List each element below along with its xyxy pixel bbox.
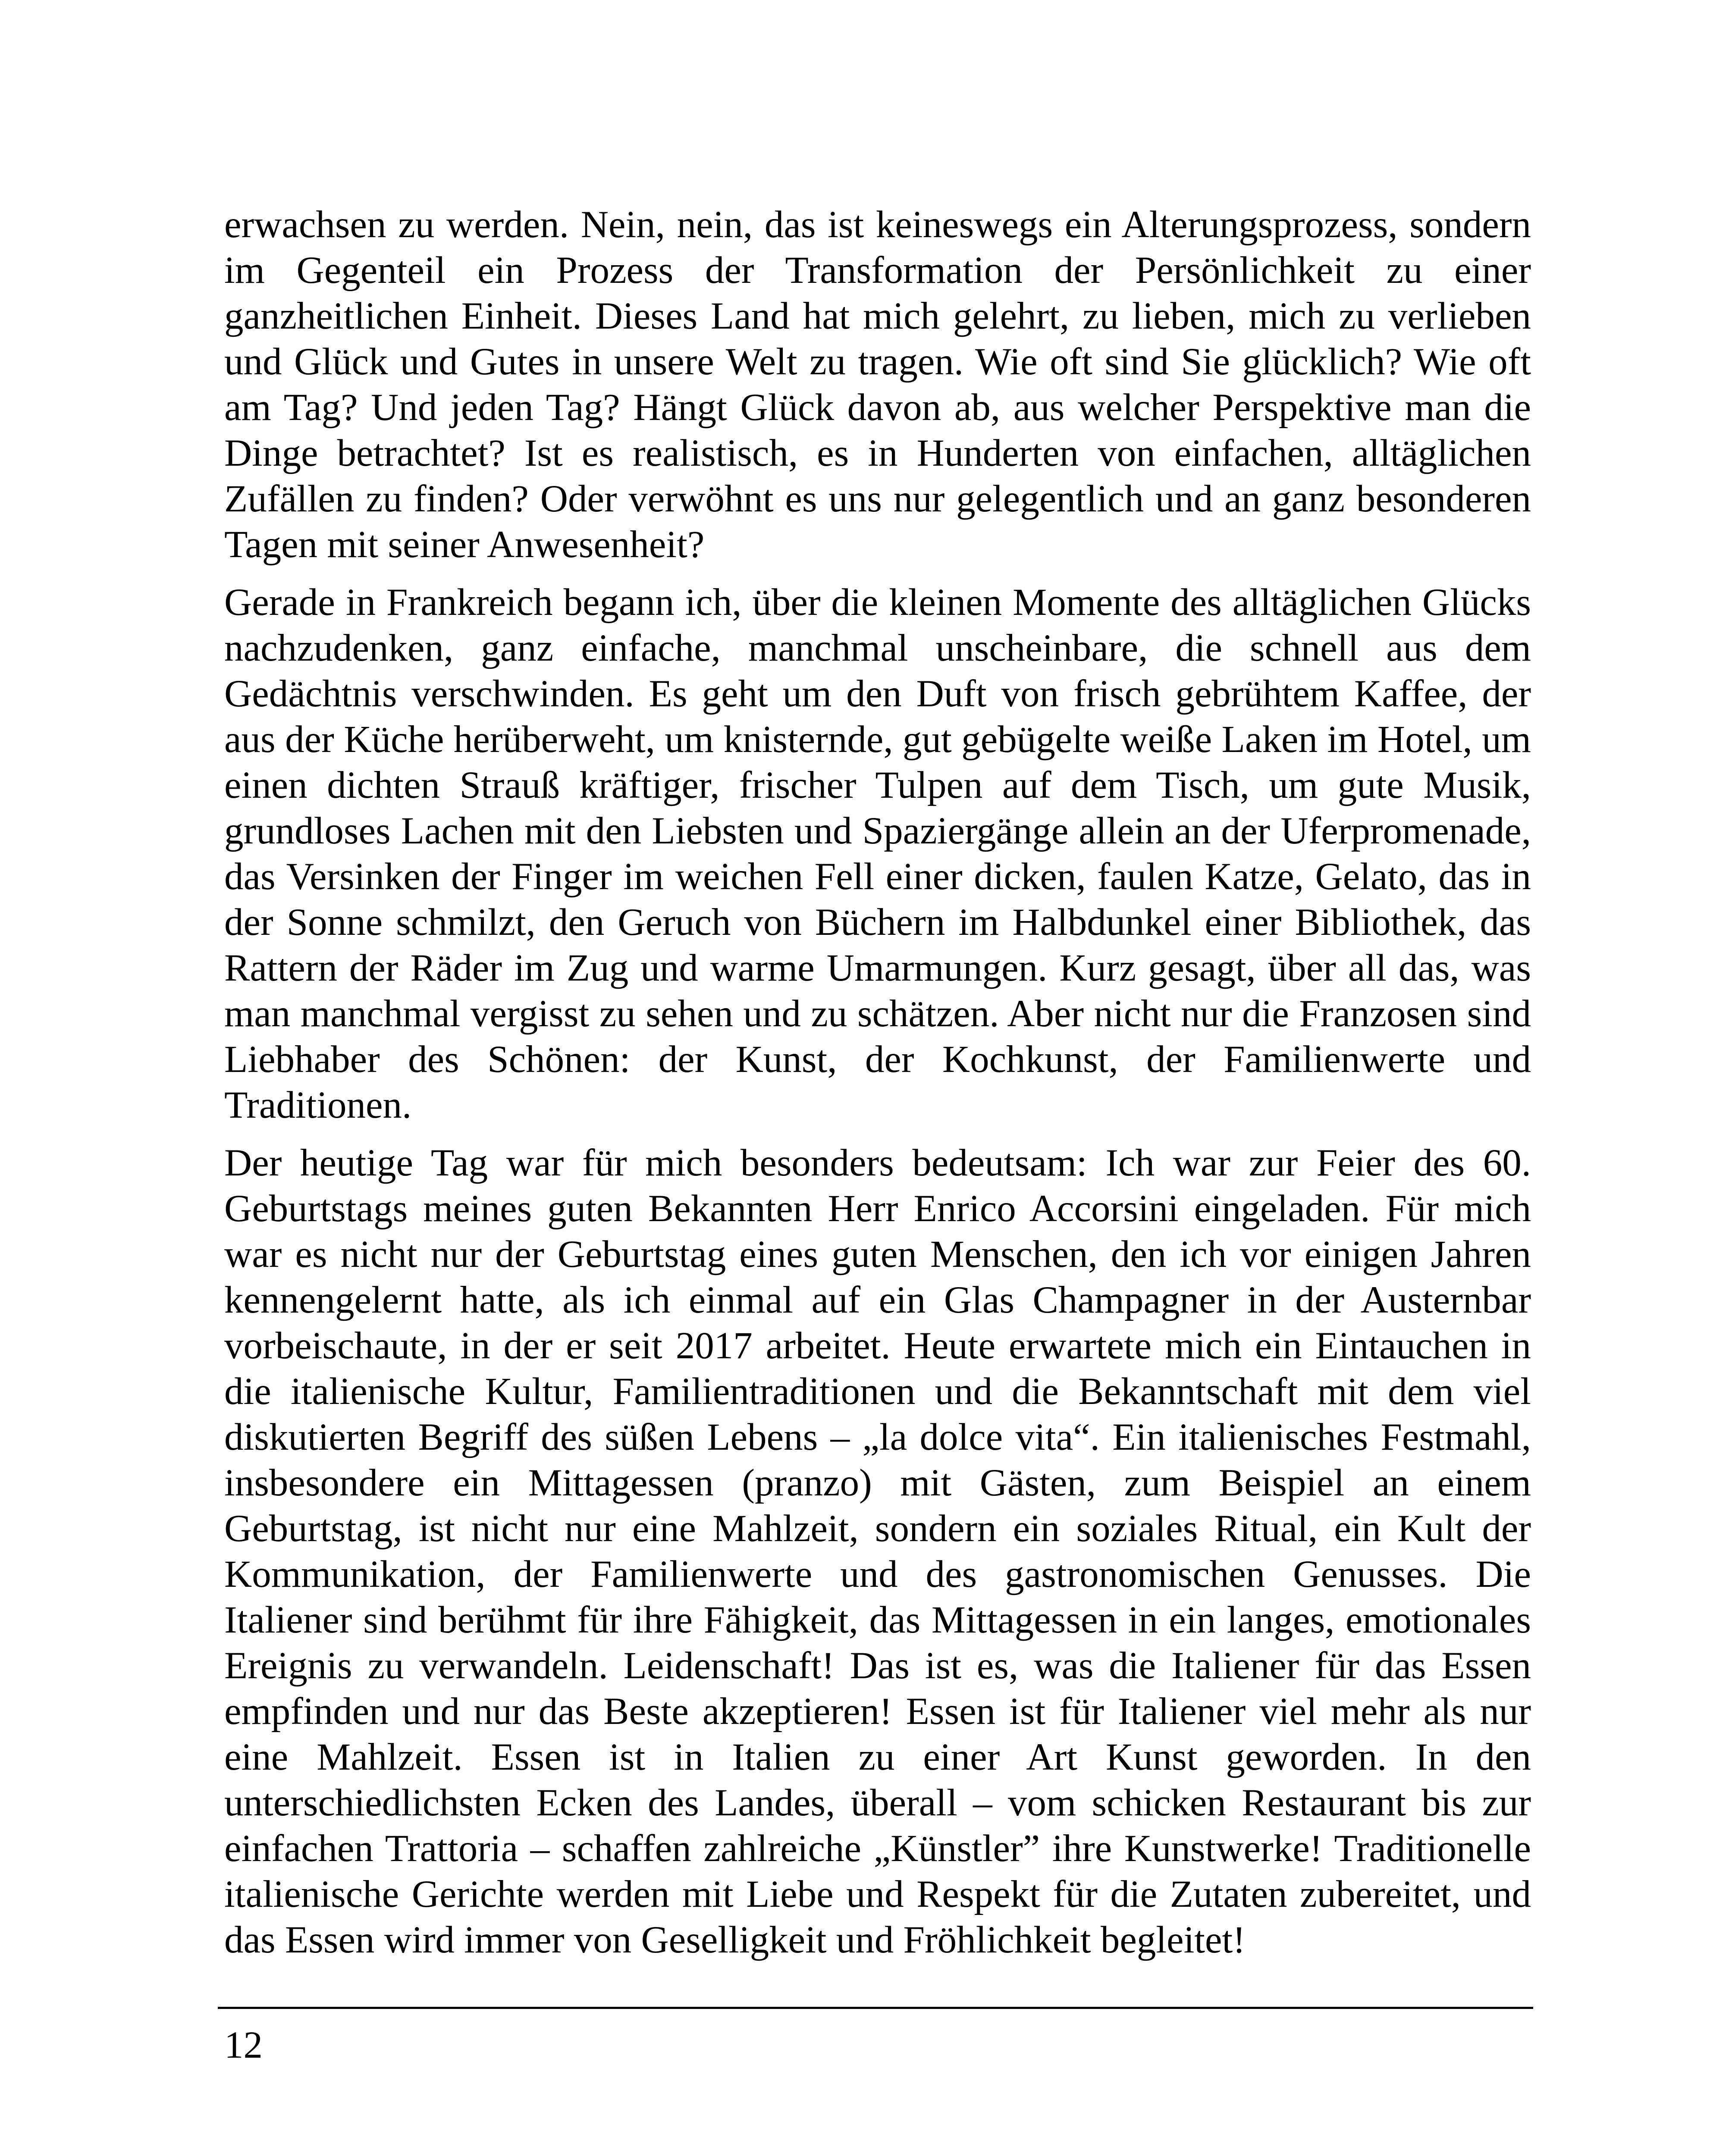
footer-divider: [218, 2007, 1533, 2009]
body-text: [224, 202, 1531, 1975]
paragraph-3: Der heutige Tag war für mich besonders bedeutsam: Ich war zur Feier des 60. Geburtstags meines guten Bekannten Herr Enrico Accorsini eingeladen. Für mich war es nicht nur der Geburtstag eines guten Menschen, den ich vor einigen Jahren kennengelernt hatte, als ich einmal auf ein Glas Champagner in der Austernbar vorbeischaute, in der er seit 2017 arbeitet. Heute erwartete mich ein Eintauchen in die italienische Kultur, Familientraditionen und die Bekanntschaft mit dem viel diskutierten Begriff des süßen Lebens – „la dolce vita“. Ein italienisches Festmahl, insbesondere ein Mittagessen (pranzo) mit Gästen, zum Beispiel an einem Geburtstag, ist nicht nur eine Mahlzeit, sondern ein soziales Ritual, ein Kult der Kommunikation, der Familienwerte und des gastronomischen Genusses. Die Italiener sind berühmt für ihre Fähigkeit, das Mittagessen in ein langes, emotionales Ereignis zu verwandeln. Leidenschaft! Das ist es, was die Italiener für das Essen empfinden und nur das Beste akzeptieren! Essen ist für Italiener viel mehr als nur eine Mahlzeit. Essen ist in Italien zu einer Art Kunst geworden. In den unterschiedlichsten Ecken des Landes, überall – vom schicken Restaurant bis zur einfachen Trattoria – schaffen zahlreiche „Künstler” ihre Kunstwerke! Traditionelle italienische Gerichte werden mit Liebe und Respekt für die Zutaten zubereitet, und das Essen wird immer von Geselligkeit und Fröhlichkeit begleitet!: [224, 1142, 1531, 1961]
page-number: 12: [224, 2024, 263, 2066]
paragraph-1: erwachsen zu werden. Nein, nein, das ist keineswegs ein Alterungsprozess, sondern im Gegenteil ein Prozess der Transformation der Persönlichkeit zu einer ganzheitlichen Einheit. Dieses Land hat mich gelehrt, zu lieben, mich zu verlieben und Glück und Gutes in unsere Welt zu tragen. Wie oft sind Sie glücklich? Wie oft am Tag? Und jeden Tag? Hängt Glück davon ab, aus welcher Perspektive man die Dinge betrachtet? Ist es realistisch, es in Hunderten von einfachen, alltäglichen Zufällen zu finden? Oder verwöhnt es uns nur gelegentlich und an ganz besonderen Tagen mit seiner Anwesenheit?: [224, 204, 1531, 566]
paragraph-2: Gerade in Frankreich begann ich, über die kleinen Momente des alltäglichen Glücks nachzudenken, ganz einfache, manchmal unscheinbare, die schnell aus dem Gedächtnis verschwinden. Es geht um den Duft von frisch gebrühtem Kaffee, der aus der Küche herüberweht, um knisternde, gut gebügelte weiße Laken im Hotel, um einen dichten Strauß kräftiger, frischer Tulpen auf dem Tisch, um gute Musik, grundloses Lachen mit den Liebsten und Spaziergänge allein an der Uferpromenade, das Versinken der Finger im weichen Fell einer dicken, faulen Katze, Gelato, das in der Sonne schmilzt, den Geruch von Büchern im Halbdunkel einer Bibliothek, das Rattern der Räder im Zug und warme Umarmungen. Kurz gesagt, über all das, was man manchmal vergisst zu sehen und zu schätzen. Aber nicht nur die Franzosen sind Liebhaber des Schönen: der Kunst, der Kochkunst, der Familienwerte und Traditionen.: [224, 581, 1531, 1126]
